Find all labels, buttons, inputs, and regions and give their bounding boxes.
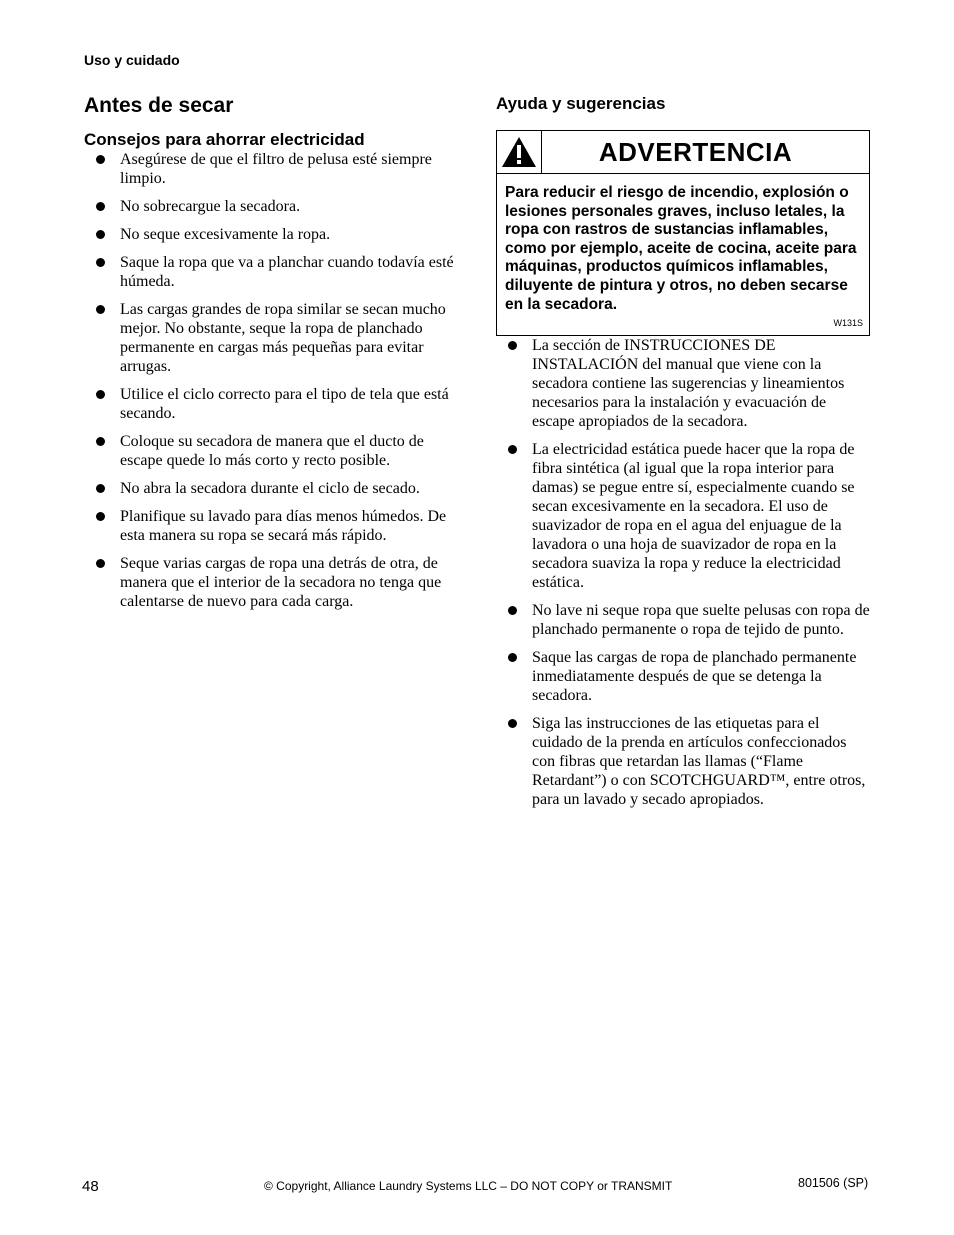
list-item: La electricidad estática puede hacer que la ropa de fibra sintética (al igual que la ropa interior para damas) se pegue entre sí, especialmente cuando se secan excesivamente en la secadora. El uso de suavizador de ropa en el agua del enjuague de la lavadora o una hoja de suavizador de ropa en la secadora suaviza la ropa y reduce la electricidad estática. xyxy=(496,440,872,592)
bullet-icon xyxy=(508,719,517,728)
bullet-icon xyxy=(96,258,105,267)
list-item: Siga las instrucciones de las etiquetas para el cuidado de la prenda en artículos confeccionados con fibras que retardan las llamas (“Flame Retardant”) o con SCOTCHGUARD™, entre otros, para un lavado y secado apropiados. xyxy=(496,714,872,809)
bullet-icon xyxy=(96,559,105,568)
list-item: No seque excesivamente la ropa. xyxy=(84,225,456,244)
bullet-icon xyxy=(96,305,105,314)
subsection-title: Consejos para ahorrar electricidad xyxy=(84,130,365,149)
bullet-icon xyxy=(96,202,105,211)
bullet-icon xyxy=(96,512,105,521)
document-number: 801506 (SP) xyxy=(798,1176,869,1190)
list-item: Coloque su secadora de manera que el ducto de escape quede lo más corto y recto posible. xyxy=(84,432,456,470)
list-item: No abra la secadora durante el ciclo de secado. xyxy=(84,479,456,498)
warning-box xyxy=(496,130,870,336)
bullet-icon xyxy=(96,230,105,239)
warning-title: ADVERTENCIA xyxy=(598,136,793,167)
bullet-icon xyxy=(96,437,105,446)
energy-tips-list xyxy=(84,150,456,611)
warning-triangle-icon xyxy=(501,136,537,168)
list-item: Utilice el ciclo correcto para el tipo de tela que está secando. xyxy=(84,385,456,423)
list-item: La sección de INSTRUCCIONES DE INSTALACIÓN del manual que viene con la secadora contiene las sugerencias y lineamientos necesarios para la instalación y evacuación de escape apropiados de la secadora. xyxy=(496,336,872,431)
list-item: Las cargas grandes de ropa similar se secan mucho mejor. No obstante, seque la ropa de planchado permanente en cargas más pequeñas para evitar arrugas. xyxy=(84,300,456,376)
page-number: 48 xyxy=(82,1178,99,1195)
tips-list xyxy=(496,336,872,809)
bullet-icon xyxy=(96,484,105,493)
list-item: No sobrecargue la secadora. xyxy=(84,197,456,216)
bullet-icon xyxy=(508,653,517,662)
bullet-icon xyxy=(508,341,517,350)
bullet-icon xyxy=(508,445,517,454)
warning-code: W131S xyxy=(833,318,863,329)
bullet-icon xyxy=(96,390,105,399)
list-item: Seque varias cargas de ropa una detrás de otra, de manera que el interior de la secadora no tenga que calentarse de nuevo para cada carga. xyxy=(84,554,456,611)
bullet-icon xyxy=(508,606,517,615)
running-header: Uso y cuidado xyxy=(84,52,180,68)
list-item: Saque la ropa que va a planchar cuando todavía esté húmeda. xyxy=(84,253,456,291)
list-item: Asegúrese de que el filtro de pelusa esté siempre limpio. xyxy=(84,150,456,188)
copyright-notice: © Copyright, Alliance Laundry Systems LLC – DO NOT COPY or TRANSMIT xyxy=(264,1179,673,1193)
left-column xyxy=(84,94,456,620)
bullet-icon xyxy=(96,155,105,164)
warning-header xyxy=(497,131,869,174)
warning-text: Para reducir el riesgo de incendio, explosión o lesiones personales graves, incluso letales, la ropa con rastros de sustancias inflamables, como por ejemplo, aceite de cocina, aceite para máquinas, productos químicos inflamables, diluyente de pintura y otros, no deben secarse en la secadora. xyxy=(505,184,857,313)
list-item: Planifique su lavado para días menos húmedos. De esta manera su ropa se secará más rápido. xyxy=(84,507,456,545)
list-item: Saque las cargas de ropa de planchado permanente inmediatamente después de que se detenga la secadora. xyxy=(496,648,872,705)
subsection-title: Ayuda y sugerencias xyxy=(496,94,666,113)
section-title: Antes de secar xyxy=(84,94,234,117)
list-item: No lave ni seque ropa que suelte pelusas con ropa de planchado permanente o ropa de tejido de punto. xyxy=(496,601,872,639)
right-column xyxy=(496,94,872,818)
